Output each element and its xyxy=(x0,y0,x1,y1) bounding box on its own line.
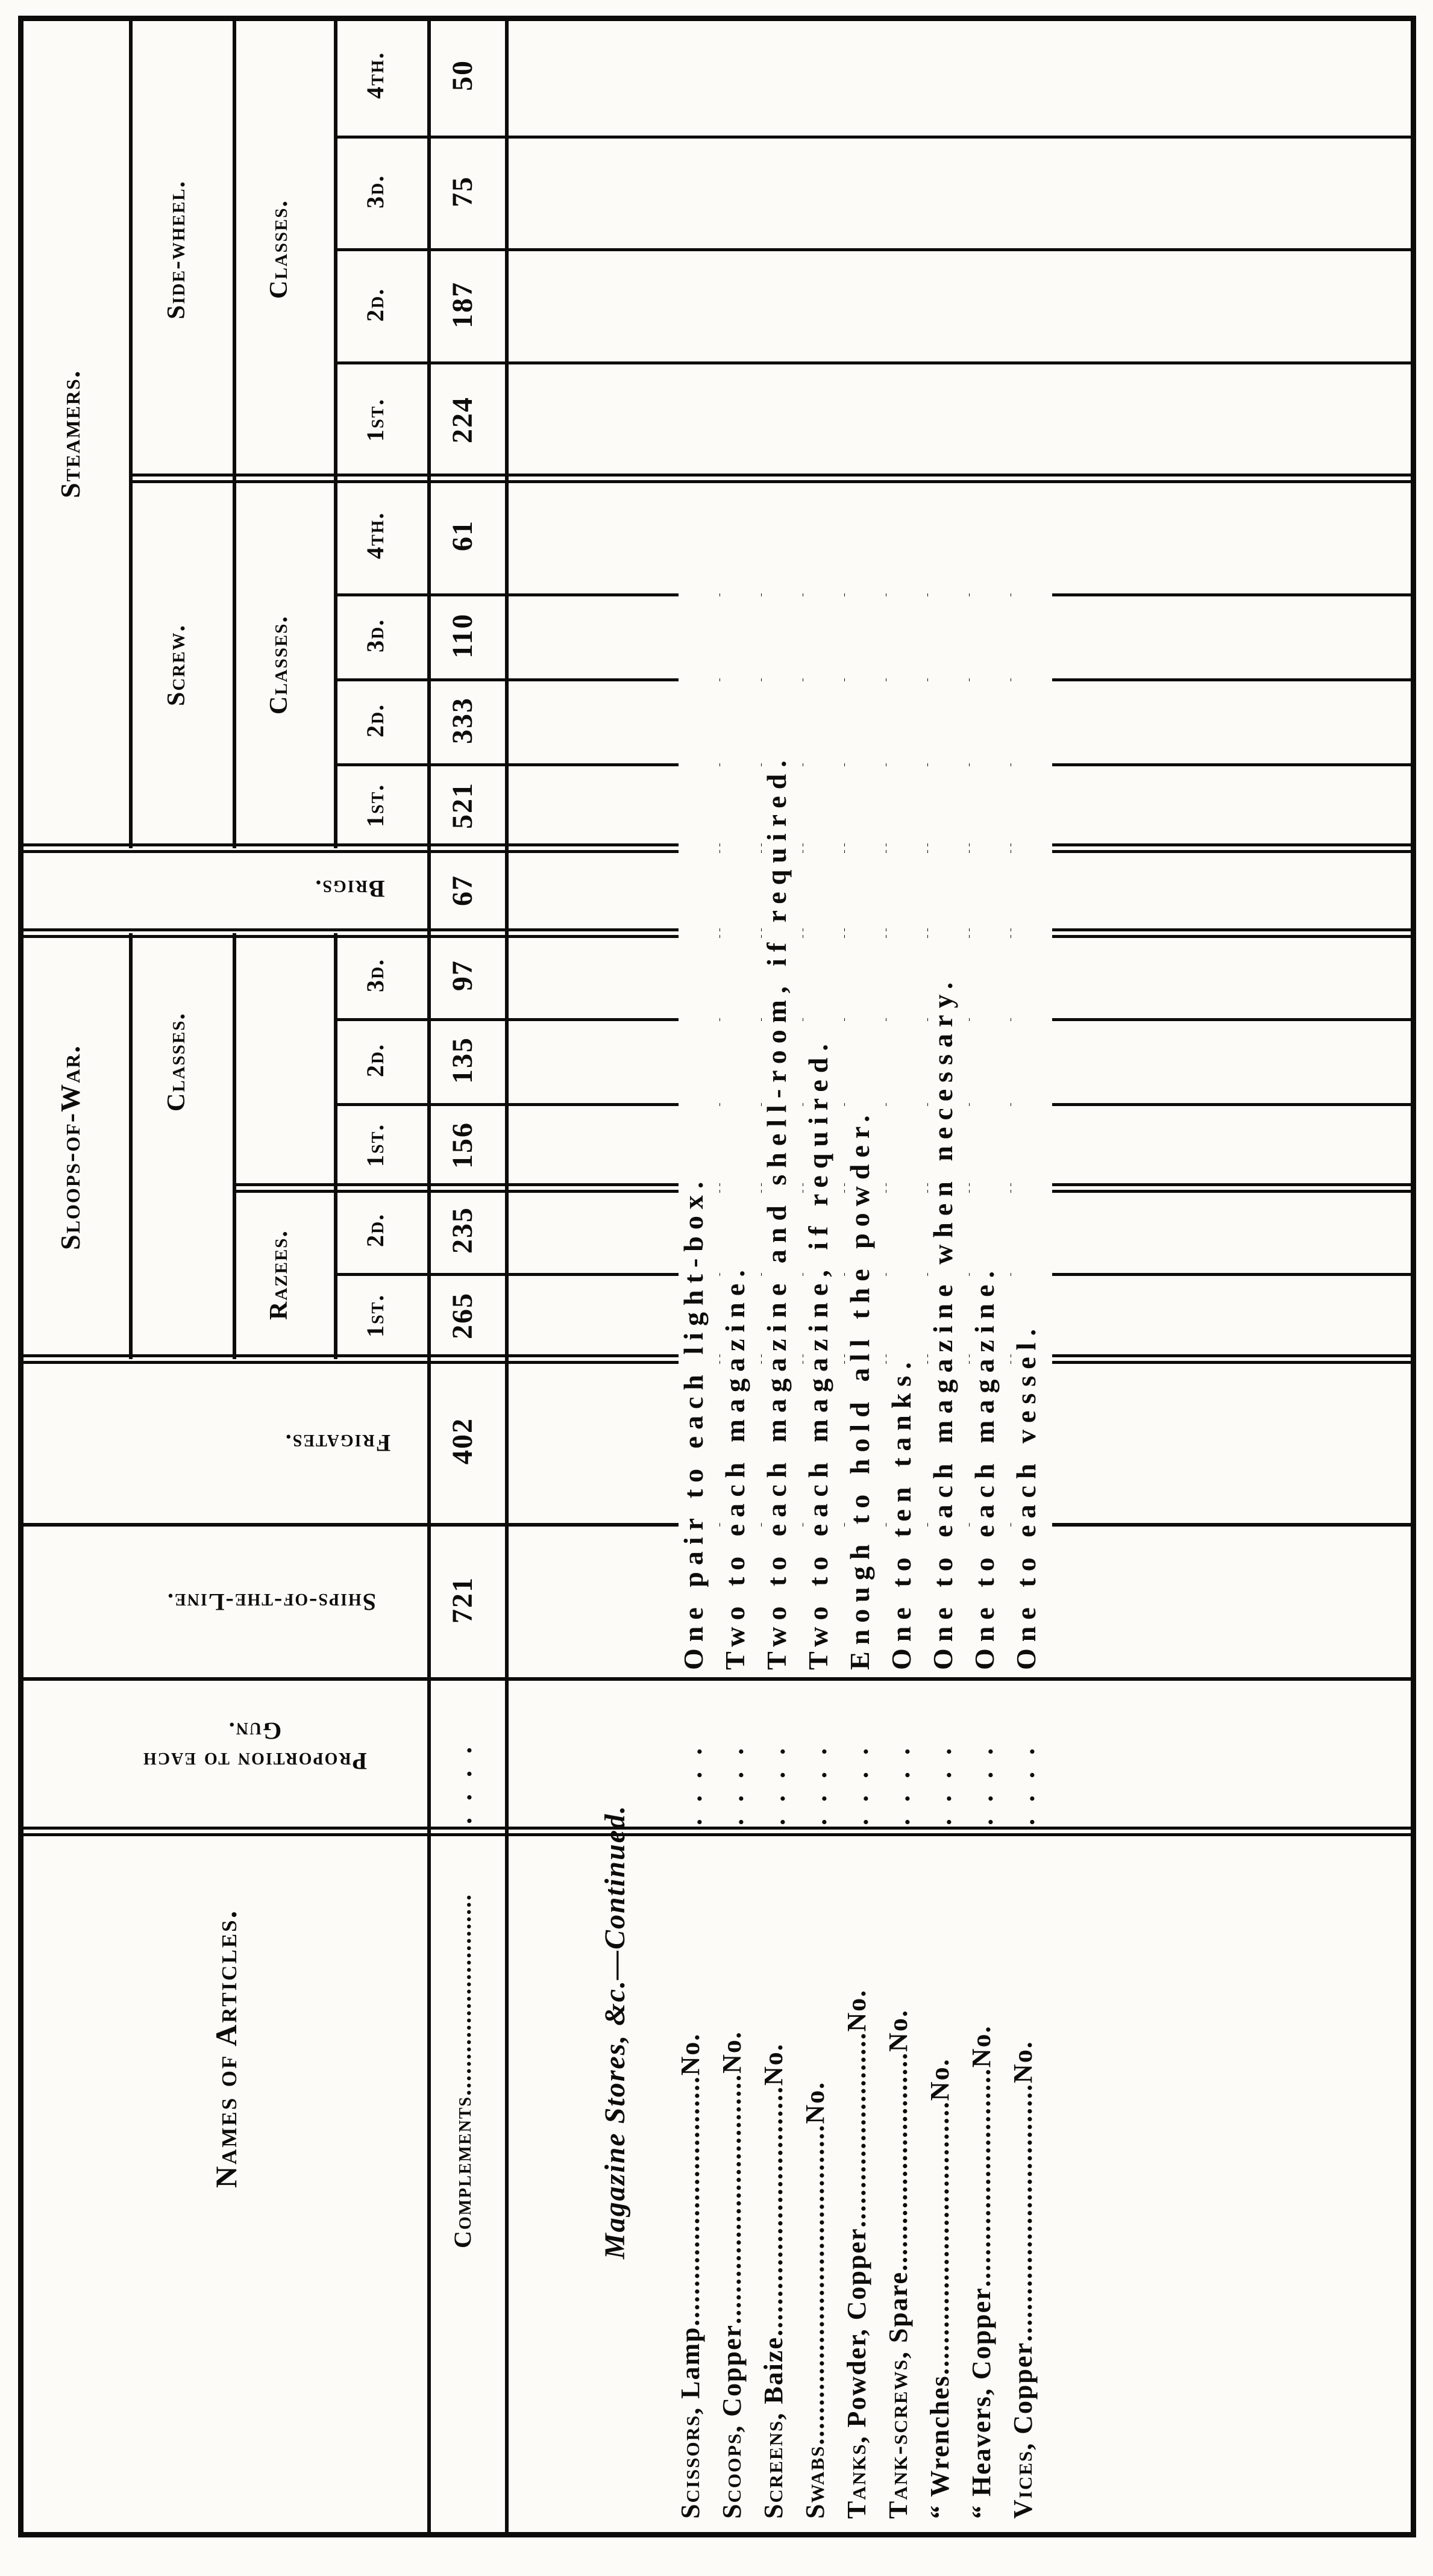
leader-dots: ................................ xyxy=(676,2075,705,2327)
proportion-header-line2: Gun. xyxy=(227,1718,282,1745)
article-row-tanks-powder-copper xyxy=(844,1840,885,2519)
group-label-frigates: Frigates. xyxy=(284,1430,391,1457)
rule-sidewheel-screw xyxy=(131,474,1416,483)
complement-sw-2d: 187 xyxy=(447,281,478,328)
proportion-dots-article: .... xyxy=(844,1731,874,1825)
class-label-razees-2d: 2d. xyxy=(362,1213,389,1248)
class-label-screw-4th: 4th. xyxy=(362,511,389,560)
subgroup-label-screw: Screw. xyxy=(163,624,190,707)
article-name-rest: , Baize xyxy=(759,2336,788,2420)
subgroup-label-side-wheel: Side-wheel. xyxy=(163,180,190,319)
article-row-ditto-heavers-copper xyxy=(968,1840,1009,2519)
article-row-swabs xyxy=(802,1840,843,2519)
article-name-rest: , Powder, Copper xyxy=(842,2227,871,2443)
unit-label: No. xyxy=(925,2058,955,2101)
rule-75-187 xyxy=(336,248,1416,251)
proportion-dots-article: .... xyxy=(761,1731,791,1825)
note-heavers: One to each magazine. xyxy=(970,566,1011,1670)
complement-screw-4th: 61 xyxy=(447,520,478,551)
rule-187-224 xyxy=(336,361,1416,364)
vline-sub-row-steamers xyxy=(233,16,236,848)
proportion-dots-article: .... xyxy=(678,1731,707,1825)
note-wrenches: One to each magazine when necessary. xyxy=(928,566,969,1670)
note-screens: Two to each magazine and shell-room, if required. xyxy=(762,566,803,1670)
complement-sloops-3d: 97 xyxy=(447,960,478,991)
complements-word: Complements xyxy=(449,2095,476,2248)
leader-dots: ......................................... xyxy=(800,2124,830,2445)
razees-label: Razees. xyxy=(265,1230,293,1320)
article-name-lead: Tanks xyxy=(842,2443,871,2519)
complement-frigates: 402 xyxy=(447,1418,478,1465)
complement-ships-of-the-line: 721 xyxy=(447,1577,478,1624)
class-label-screw-2d: 2d. xyxy=(362,703,389,738)
note-tank-screws: One to ten tanks. xyxy=(886,566,927,1670)
names-of-articles-header: Names of Articles. xyxy=(209,1909,243,2188)
article-name-lead: “ xyxy=(925,2504,955,2519)
class-label-sloops-3d: 3d. xyxy=(362,958,389,993)
article-name-rest: , Lamp xyxy=(676,2326,705,2415)
leader-dots: ................................ xyxy=(717,2073,747,2324)
class-label-razees-1st: 1st. xyxy=(362,1293,389,1338)
article-name-lead: “ xyxy=(967,2504,996,2519)
classes-label-sloops: Classes. xyxy=(163,1012,190,1112)
proportion-dots-article: .... xyxy=(803,1731,832,1825)
note-scoops: Two to each magazine. xyxy=(720,566,761,1670)
unit-label: No. xyxy=(1008,2040,1038,2084)
article-row-ditto-wrenches xyxy=(927,1840,968,2519)
complement-screw-2d: 333 xyxy=(447,697,478,744)
unit-label: No. xyxy=(676,2033,705,2076)
leader-dots: ................................... xyxy=(925,2101,955,2375)
unit-label: No. xyxy=(967,2025,996,2068)
proportion-dots-article: .... xyxy=(969,1731,999,1825)
group-label-brigs: Brigs. xyxy=(314,875,385,902)
group-label-sloops-of-war: Sloops-of-War. xyxy=(55,1045,86,1251)
vline-classes-row-steamers xyxy=(334,16,337,848)
article-name-lead: Swabs xyxy=(800,2445,830,2519)
vline-classes-row-sloops xyxy=(334,933,337,1359)
class-label-screw-1st: 1st. xyxy=(362,783,389,828)
proportion-header-line1: Proportion to each xyxy=(142,1748,367,1775)
article-name-lead: Scissors xyxy=(676,2414,705,2519)
complement-sw-3d: 75 xyxy=(447,176,478,207)
unit-label: No. xyxy=(842,1989,871,2032)
article-name-lead: Screens xyxy=(759,2419,788,2519)
leader-dots: ............................ xyxy=(967,2068,996,2287)
proportion-dots-article: .... xyxy=(927,1731,957,1825)
leader-dots: ......................... xyxy=(842,2031,871,2228)
complement-sw-4th: 50 xyxy=(447,60,478,91)
section-heading-magazine-stores: Magazine Stores, &c.—Continued. xyxy=(599,1804,631,2259)
article-name-lead: Tank-screws xyxy=(883,2359,913,2519)
note-tanks: Enough to hold all the powder. xyxy=(845,566,886,1670)
complement-screw-3d: 110 xyxy=(447,613,478,658)
proportion-dots-article: .... xyxy=(720,1731,749,1825)
unit-label: No. xyxy=(883,2009,913,2052)
vline-group-row-steamers xyxy=(129,16,133,848)
article-name-rest: Wrenches xyxy=(925,2375,955,2504)
article-name-rest: , Spare xyxy=(883,2271,913,2359)
classes-label-side-wheel: Classes. xyxy=(265,199,293,299)
note-scissors: One pair to each light-box. xyxy=(679,566,720,1670)
article-row-tank-screws-spare xyxy=(885,1840,926,2519)
complement-razees-2d: 235 xyxy=(447,1207,478,1254)
complement-screw-1st: 521 xyxy=(447,782,478,829)
class-label-sw-4th: 4th. xyxy=(362,51,389,99)
unit-label: No. xyxy=(717,2031,747,2074)
article-name-lead: Scoops xyxy=(717,2432,747,2519)
complements-row-label xyxy=(451,1835,484,2248)
leader-dots: ................................. xyxy=(1008,2083,1038,2342)
leader-dots: ................................ xyxy=(759,2086,788,2337)
complement-sloops-1st: 156 xyxy=(447,1122,478,1169)
vline-sub-row-sloops xyxy=(233,933,236,1359)
class-label-sw-1st: 1st. xyxy=(362,398,389,442)
rule-ships-proportion xyxy=(18,1677,1416,1681)
article-row-screens-baize xyxy=(760,1840,801,2519)
classes-label-screw: Classes. xyxy=(265,615,293,715)
complement-sw-1st: 224 xyxy=(447,396,478,443)
proportion-dots-article: .... xyxy=(1011,1731,1040,1825)
article-name-rest: , Copper xyxy=(717,2324,747,2433)
class-label-sloops-1st: 1st. xyxy=(362,1123,389,1168)
note-swabs: Two to each magazine, if required. xyxy=(803,566,844,1670)
complement-brigs: 67 xyxy=(447,875,478,906)
proportion-header xyxy=(81,1710,428,1776)
proportion-dots-article: .... xyxy=(886,1731,915,1825)
class-label-sw-2d: 2d. xyxy=(362,287,389,322)
vline-complements-left xyxy=(427,16,431,2537)
vline-group-row-sloops xyxy=(129,933,133,1359)
complement-sloops-2d: 135 xyxy=(447,1037,478,1084)
class-label-screw-3d: 3d. xyxy=(362,618,389,653)
article-row-scissors-lamp xyxy=(677,1840,718,2519)
leader-dots: ............................ xyxy=(883,2051,913,2271)
group-label-ships-of-the-line: Ships-of-the-Line. xyxy=(166,1589,377,1616)
unit-label: No. xyxy=(759,2043,788,2086)
rule-50-75 xyxy=(336,136,1416,139)
class-label-sloops-2d: 2d. xyxy=(362,1043,389,1078)
complements-leader-dots: ............................ xyxy=(449,1893,476,2096)
article-name-rest: Heavers, Copper xyxy=(967,2287,996,2504)
class-label-sw-3d: 3d. xyxy=(362,174,389,209)
group-label-steamers: Steamers. xyxy=(55,369,86,498)
article-name-lead: Vices xyxy=(1008,2449,1038,2519)
vline-complements-right xyxy=(505,16,509,2537)
article-name-rest: , Copper xyxy=(1008,2342,1038,2450)
unit-label: No. xyxy=(800,2081,830,2124)
complement-razees-1st: 265 xyxy=(447,1292,478,1339)
article-row-scoops-copper xyxy=(719,1840,760,2519)
article-row-vices-copper xyxy=(1010,1840,1051,2519)
note-vices: One to each vessel. xyxy=(1011,566,1052,1670)
proportion-complements-dots: .... xyxy=(448,1730,477,1824)
